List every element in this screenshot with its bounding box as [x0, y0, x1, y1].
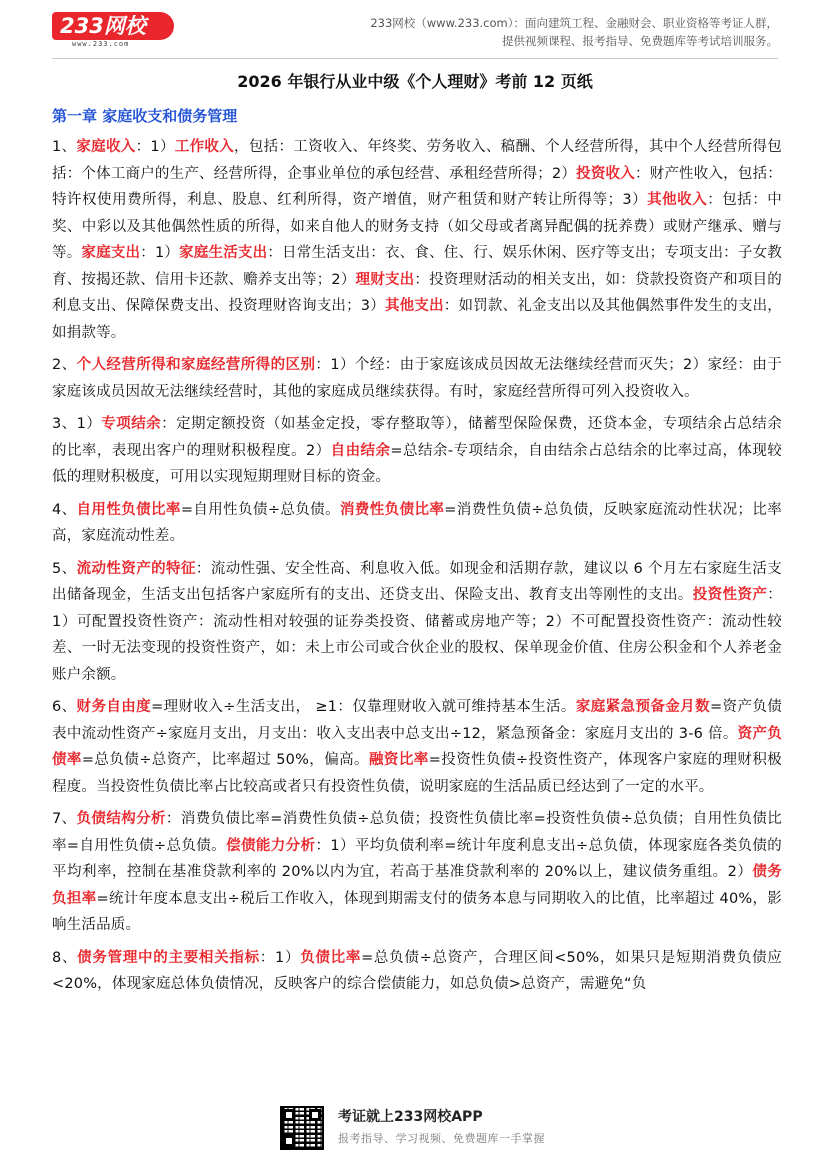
body-text: ：1） — [259, 949, 301, 966]
body-text: 7、 — [52, 811, 77, 827]
body-text: =理财收入÷生活支出， ≥1：仅靠理财收入就可维持基本生活。 — [151, 699, 576, 715]
header-description — [308, 14, 778, 50]
key-term: 负债比率 — [300, 949, 362, 966]
key-term: 家庭支出 — [81, 245, 141, 261]
brand-logo[interactable] — [52, 12, 184, 48]
body-text: ：1）可配置投资性资产：流动性相对较强的证券类投资、储蓄或房地产等；2）不可配置投资性资产：流动性较差、一时无法变现的投资性资产，如：未上市公司或合伙企业的股权、保单现金价值、住房公积金和个人养老金账户余额。 — [52, 587, 782, 683]
paragraph-4 — [52, 497, 782, 550]
key-term: 负债结构分析 — [76, 811, 166, 827]
key-term: 自用性负债比率 — [76, 501, 181, 518]
body-text: ：1） — [140, 245, 180, 261]
body-text: ：投资理财活动的相关支出，如：贷款投资资产和项目的利息支出、保障保费支出、投资理财咨询支出；3） — [52, 271, 782, 314]
document-body — [52, 134, 782, 1004]
key-term: 专项结余 — [101, 416, 162, 432]
body-text: =投资性负债÷投资性资产，体现客户家庭的理财积极程度。当投资性负债比率占比较高或者只有投资性负债，说明家庭的生活品质已经达到了一定的水平。 — [52, 752, 782, 795]
key-term: 资产负债率 — [52, 725, 782, 768]
body-text: =资产负债表中流动性资产÷家庭月支出，月支出：收入支出表中总支出÷12，紧急预备金：家庭月支出的 3-6 倍。 — [52, 699, 782, 742]
paragraph-2 — [52, 352, 782, 405]
document-title: 2026 年银行从业中级《个人理财》考前 12 页纸 — [237, 72, 593, 91]
footer-app-promo: 考证就上233网校APP — [338, 1109, 483, 1125]
body-text: ，包括：工资收入、年终奖、劳务收入、稿酬、个人经营所得，其中个人经营所得包括：个体工商户的生产、经营所得，企事业单位的承包经营、承租经营所得；2） — [52, 139, 782, 182]
key-term: 其他支出 — [384, 298, 444, 314]
body-text: =总结余-专项结余，自由结余占总结余的比率过高，体现较低的理财积极度，可用以实现短期理财目标的资金。 — [52, 442, 783, 485]
body-text: 2、 — [52, 357, 77, 373]
body-text: ：财产性收入，包括：特许权使用费所得，利息、股息、红利所得，资产增值，财产租赁和财产转让所得等；3） — [52, 165, 782, 208]
key-term: 投资性资产 — [692, 587, 768, 603]
body-text: ：定期定额投资（如基金定投，零存整取等），储蓄型保险保费，还贷本金，专项结余占总结余的比率，表现出客户的理财积极程度。2） — [52, 416, 782, 459]
body-text: 6、 — [52, 699, 77, 715]
body-text: 4、 — [52, 501, 77, 518]
key-term: 其他收入 — [647, 192, 708, 208]
paragraph-8 — [52, 945, 782, 998]
paragraph-1 — [52, 134, 782, 346]
key-term: 家庭收入 — [76, 139, 136, 155]
body-text: ：消费负债比率=消费性负债÷总负债；投资性负债比率=投资性负债÷总负债；自用性负债比率=自用性负债÷总负债。 — [52, 811, 782, 854]
key-term: 家庭紧急预备金月数 — [575, 699, 710, 715]
body-text: 3、1） — [52, 416, 102, 432]
body-text: 5、 — [52, 560, 77, 577]
key-term: 债务管理中的主要相关指标 — [77, 949, 260, 966]
body-text: ：日常生活支出：衣、食、住、行、娱乐休闲、医疗等支出；专项支出：子女教育、按揭还款、信用卡还款、赡养支出等；2） — [52, 245, 782, 288]
body-text: ：如罚款、礼金支出以及其他偶然事件发生的支出，如捐款等。 — [52, 298, 782, 341]
key-term: 财务自由度 — [76, 699, 152, 715]
page-footer — [0, 1100, 830, 1160]
key-term: 投资收入 — [576, 165, 635, 182]
header-line-1: 233网校（www.233.com）：面向建筑工程、金融财会、职业资格等考证人群， — [370, 16, 778, 30]
key-term: 融资比率 — [368, 752, 429, 768]
logo-wordmark: 233网校 — [52, 12, 174, 40]
paragraph-3 — [52, 411, 782, 491]
header-line-2: 提供视频课程、报考指导、免费题库等考试培训服务。 — [502, 34, 778, 48]
body-text: ：流动性强、安全性高、利息收入低。如现金和活期存款，建议以 6 个月左右家庭生活支出储备现金，生活支出包括客户家庭所有的支出、还贷支出、保险支出、教育支出等刚性的支出。 — [52, 560, 782, 603]
body-text: ：1）个经：由于家庭该成员因故无法继续经营而灭失；2）家经：由于家庭该成员因故无法继续经营时，其他的家庭成员继续获得。有时，家庭经营所得可列入投资收入。 — [52, 357, 782, 400]
key-term: 家庭生活支出 — [179, 245, 268, 261]
key-term: 理财支出 — [355, 271, 415, 288]
body-text: =消费性负债÷总负债，反映家庭流动性状况；比率高，家庭流动性差。 — [52, 501, 782, 544]
paragraph-6 — [52, 694, 782, 800]
body-text: =自用性负债÷总负债。 — [180, 501, 340, 518]
page-header — [0, 0, 830, 62]
paragraph-7 — [52, 806, 782, 939]
header-divider — [52, 58, 778, 59]
logo-url: www.233.com — [72, 40, 130, 48]
key-term: 工作收入 — [174, 139, 235, 155]
footer-tagline: 报考指导、学习视频、免费题库一手掌握 — [338, 1132, 545, 1145]
qr-code-icon[interactable] — [280, 1106, 324, 1150]
chapter-heading: 第一章 家庭收支和债务管理 — [52, 107, 238, 125]
body-text: ：包括：中奖、中彩以及其他偶然性质的所得，如来自他人的财务支持（如父母或者离异配偶的抚养费）或财产继承、赠与等。 — [52, 192, 782, 261]
body-text: ：1） — [135, 139, 175, 155]
key-term: 自由结余 — [330, 442, 391, 459]
key-term: 个人经营所得和家庭经营所得的区别 — [76, 357, 316, 373]
body-text: =总负债÷总资产，合理区间<50%，如果只是短期消费负债应<20%，体现家庭总体负债情况，反映客户的综合偿债能力，如总负债>总资产，需避免“负 — [52, 949, 782, 992]
key-term: 偿债能力分析 — [226, 837, 316, 854]
key-term: 消费性负债比率 — [339, 501, 445, 518]
body-text: 8、 — [52, 949, 78, 966]
body-text: =统计年度本息支出÷税后工作收入，体现到期需支付的债务本息与同期收入的比值，比率超过 40%，影响生活品质。 — [52, 890, 783, 933]
body-text: ：1）平均负债利率=统计年度利息支出÷总负债，体现家庭各类负债的平均利率，控制在基准贷款利率的 20%以内为宜，若高于基准贷款利率的 20%以上，建议债务重组。2） — [52, 837, 783, 880]
body-text: =总负债÷总资产，比率超过 50%，偏高。 — [81, 752, 369, 768]
key-term: 债务负担率 — [52, 864, 782, 907]
key-term: 流动性资产的特征 — [76, 560, 196, 577]
paragraph-5 — [52, 556, 782, 689]
body-text: 1、 — [52, 139, 77, 155]
